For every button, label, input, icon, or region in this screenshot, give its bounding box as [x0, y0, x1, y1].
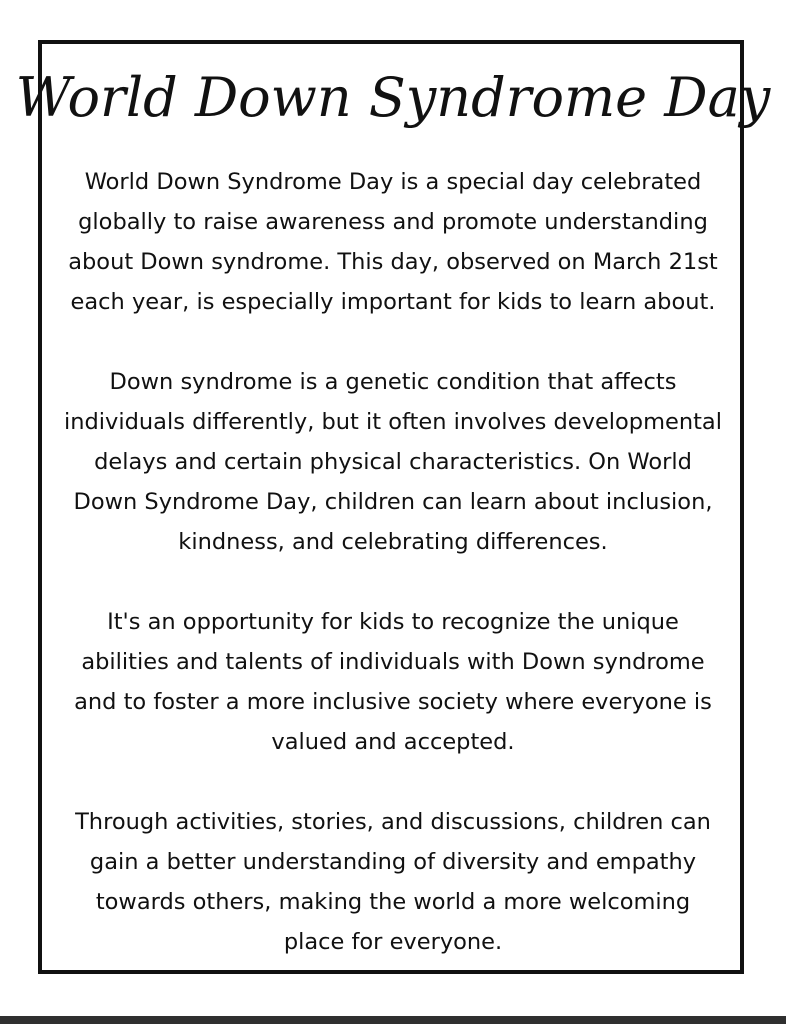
text-line: individuals differently, but it often involves developmental — [64, 409, 722, 435]
paragraph-intro — [50, 162, 736, 322]
text-line: Down Syndrome Day, children can learn about inclusion, — [73, 489, 713, 515]
text-line: Through activities, stories, and discussions, children can — [75, 809, 711, 835]
page-title: World Down Syndrome Day — [15, 66, 771, 129]
text-line: about Down syndrome. This day, observed on March 21st — [68, 249, 718, 275]
text-line: World Down Syndrome Day is a special day celebrated — [84, 169, 702, 195]
bottom-bar — [0, 1016, 786, 1024]
text-line: abilities and talents of individuals with Down syndrome — [81, 649, 705, 675]
text-line: kindness, and celebrating differences. — [178, 529, 608, 555]
text-line: globally to raise awareness and promote understanding — [78, 209, 708, 235]
text-line: Down syndrome is a genetic condition that affects — [109, 369, 677, 395]
text-line: place for everyone. — [283, 929, 503, 955]
paragraph-condition — [50, 362, 736, 562]
text-line: valued and accepted. — [271, 729, 515, 755]
text-line: and to foster a more inclusive society where everyone is — [74, 689, 712, 715]
text-line: gain a better understanding of diversity and empathy — [89, 849, 697, 875]
paragraph-activities — [50, 802, 736, 962]
paragraph-opportunity — [50, 602, 736, 762]
text-line: delays and certain physical characteristics. On World — [94, 449, 692, 475]
text-line: each year, is especially important for kids to learn about. — [70, 289, 716, 315]
text-line: It's an opportunity for kids to recognize the unique — [107, 609, 679, 635]
text-line: towards others, making the world a more welcoming — [95, 889, 691, 915]
